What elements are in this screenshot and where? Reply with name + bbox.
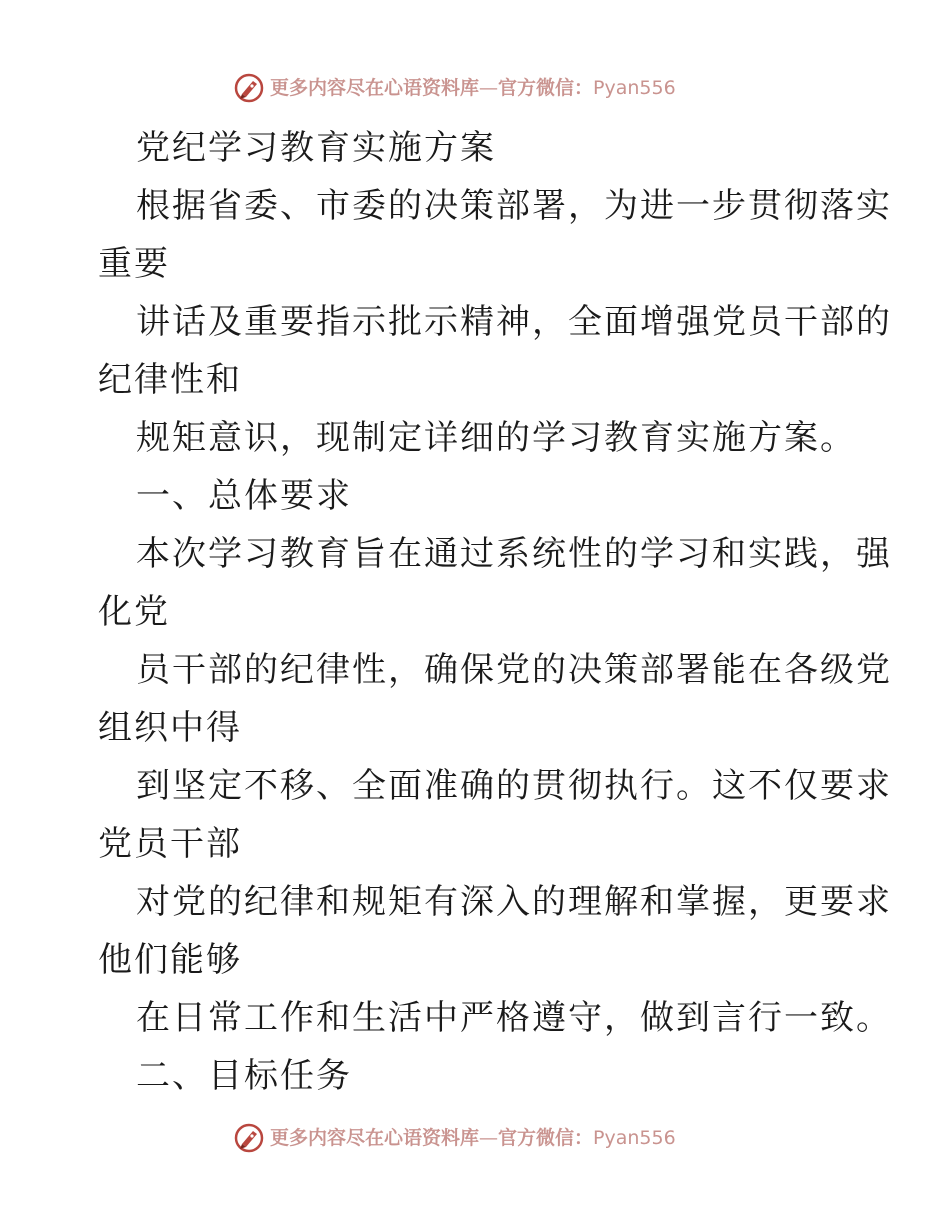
document-title: 党纪学习教育实施方案 xyxy=(136,128,496,168)
paragraph-line: 他们能够 xyxy=(98,940,242,980)
pen-logo-icon xyxy=(233,72,265,104)
watermark-text xyxy=(270,1126,676,1150)
watermark-site: 更多内容尽在心语资料库 xyxy=(270,1127,480,1149)
footer-watermark xyxy=(0,1120,950,1160)
paragraph-line: 规矩意识，现制定详细的学习教育实施方案。 xyxy=(136,418,856,458)
watermark-separator: — xyxy=(479,1127,499,1149)
paragraph-line: 根据省委、市委的决策部署，为进一步贯彻落实 xyxy=(136,186,892,226)
paragraph-line: 纪律性和 xyxy=(98,360,242,400)
header-watermark xyxy=(0,70,950,110)
paragraph-line: 对党的纪律和规矩有深入的理解和掌握，更要求 xyxy=(136,882,892,922)
watermark-wechat-label: 官方微信： xyxy=(498,1127,594,1149)
watermark-text xyxy=(270,76,676,100)
paragraph-line: 重要 xyxy=(98,244,170,284)
paragraph-line: 讲话及重要指示批示精神，全面增强党员干部的 xyxy=(136,302,892,342)
watermark-site: 更多内容尽在心语资料库 xyxy=(270,77,480,99)
watermark-separator: — xyxy=(479,77,499,99)
pen-logo-icon xyxy=(233,1122,265,1154)
watermark-wechat-label: 官方微信： xyxy=(498,77,594,99)
section-heading: 二、目标任务 xyxy=(136,1056,352,1096)
paragraph-line: 到坚定不移、全面准确的贯彻执行。这不仅要求 xyxy=(136,766,892,806)
paragraph-line: 员干部的纪律性，确保党的决策部署能在各级党 xyxy=(136,650,892,690)
paragraph-line: 在日常工作和生活中严格遵守，做到言行一致。 xyxy=(136,998,892,1038)
paragraph-line: 本次学习教育旨在通过系统性的学习和实践，强 xyxy=(136,534,892,574)
paragraph-line: 组织中得 xyxy=(98,708,242,748)
paragraph-line: 党员干部 xyxy=(98,824,242,864)
watermark-wechat-id: Pyan556 xyxy=(593,77,676,99)
watermark-wechat-id: Pyan556 xyxy=(593,1127,676,1149)
section-heading: 一、总体要求 xyxy=(136,476,352,516)
paragraph-line: 化党 xyxy=(98,592,170,632)
